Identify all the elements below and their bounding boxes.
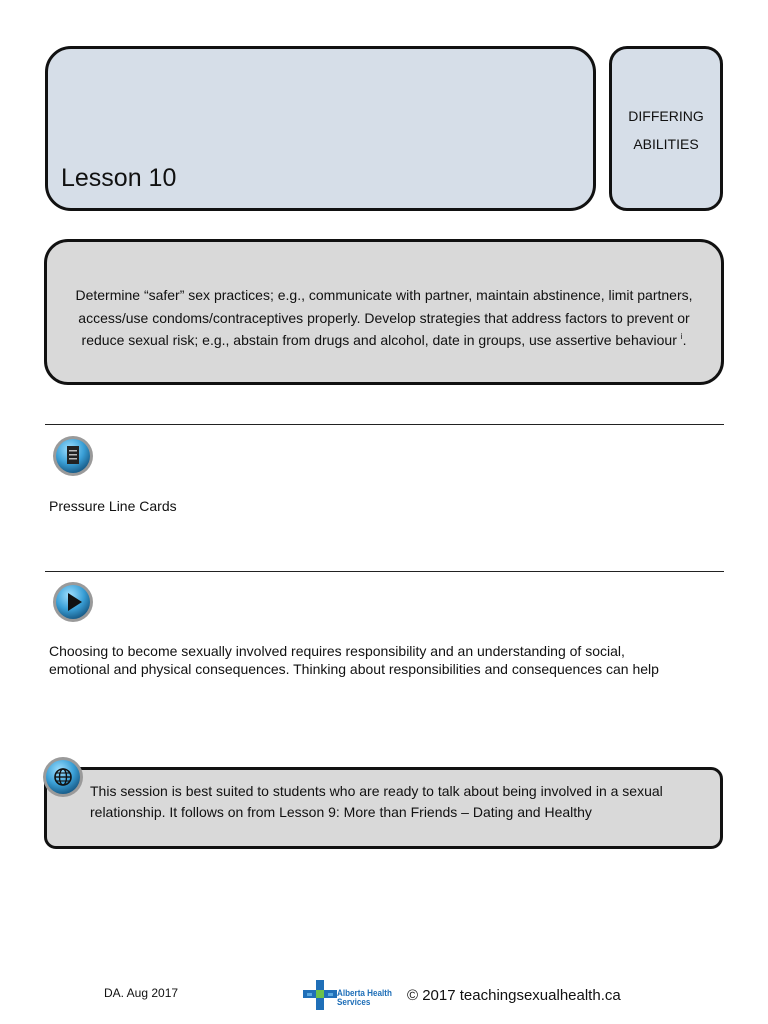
section-divider	[45, 424, 724, 425]
lesson-title: Lesson 10	[61, 164, 177, 192]
learner-outcome-text: Determine “safer” sex practices; e.g., communicate with partner, maintain abstinence, limit partners, access/use condoms/contraceptives properly. Develop strategies that address factors to prevent or reduce sexual risk; e.g., abstain from drugs and alcohol, date in groups, use assertive behaviour	[75, 287, 693, 348]
logo-line-2: Services	[337, 997, 371, 1007]
teacher-note-box	[44, 767, 723, 849]
alberta-health-services-logo	[303, 980, 403, 1010]
endnote-marker[interactable]: i	[680, 332, 683, 341]
logo-wordmark	[337, 989, 392, 1007]
footer-copyright: © 2017 teachingsexualhealth.ca	[407, 987, 621, 1004]
category-tag-line-2: ABILITIES	[633, 136, 699, 152]
play-icon	[51, 580, 95, 624]
globe-icon	[41, 755, 85, 799]
document-icon	[51, 434, 95, 478]
category-tag	[612, 102, 720, 158]
ahs-cross-icon	[303, 980, 337, 1010]
learner-outcome-end: .	[682, 332, 687, 348]
introduction-line-2: emotional and physical consequences. Thinking about responsibilities and consequences can help	[49, 661, 659, 677]
teacher-note-line-1: This session is best suited to students who are ready to talk about being involved in a sexual	[90, 783, 663, 799]
learner-outcome-box	[44, 239, 724, 385]
category-tag-box	[609, 46, 723, 211]
section-divider	[45, 571, 724, 572]
footer-date: DA. Aug 2017	[104, 986, 179, 1000]
teacher-note	[90, 781, 663, 823]
category-tag-line-1: DIFFERING	[628, 108, 704, 124]
teacher-note-line-2: relationship. It follows on from Lesson 9: More than Friends – Dating and Healthy	[90, 804, 592, 820]
learner-outcome	[57, 284, 711, 352]
introduction-text	[49, 642, 659, 678]
introduction-line-1: Choosing to become sexually involved requires responsibility and an understanding of social,	[49, 643, 625, 659]
lesson-title-box	[45, 46, 596, 211]
logo-line-1: Alberta Health	[337, 988, 392, 998]
materials-text: Pressure Line Cards	[49, 498, 177, 514]
